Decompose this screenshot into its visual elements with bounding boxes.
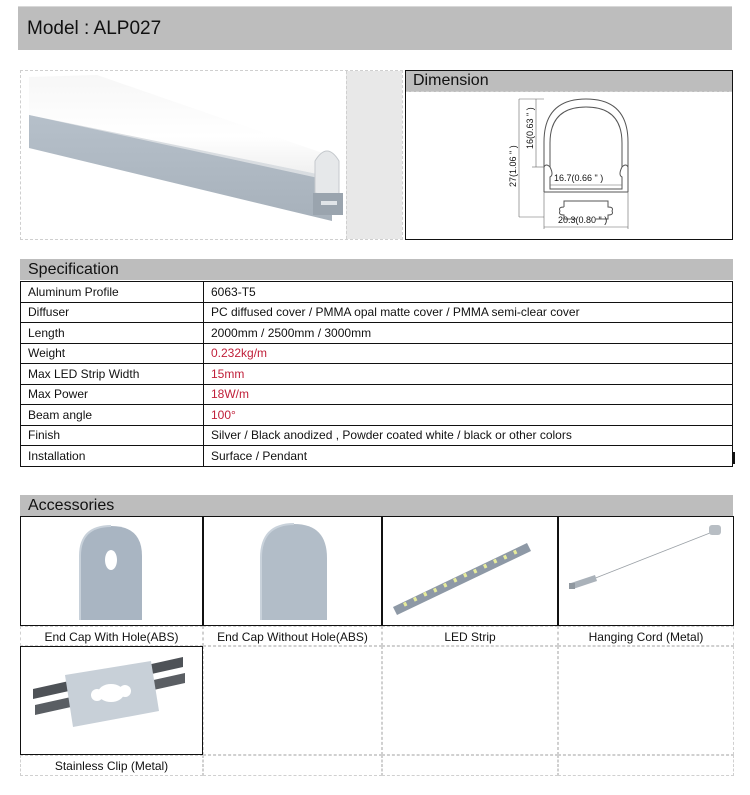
spec-value: 100°: [204, 405, 733, 426]
accessories-title: Accessories: [28, 497, 115, 514]
spec-value: 2000mm / 2500mm / 3000mm: [204, 323, 733, 344]
accessory-image-end-cap-without-hole: [203, 516, 382, 626]
table-row: [21, 384, 733, 405]
empty-accessory-cell: [203, 646, 382, 755]
empty-label-cell: [558, 755, 734, 776]
dimension-panel: [405, 70, 733, 240]
accessory-label: End Cap Without Hole(ABS): [203, 626, 382, 646]
dimension-title: Dimension: [413, 72, 489, 89]
accessory-label: Stainless Clip (Metal): [20, 755, 203, 776]
table-row: [21, 323, 733, 344]
spec-value: Surface / Pendant: [204, 446, 733, 467]
specification-header: [20, 259, 733, 280]
profile-cross-section-drawing: [504, 97, 639, 237]
model-header: [18, 6, 732, 50]
spec-label: Max LED Strip Width: [21, 364, 204, 385]
empty-accessory-cell: [382, 646, 558, 755]
accessory-label: End Cap With Hole(ABS): [20, 626, 203, 646]
stainless-clip-icon: [29, 653, 194, 733]
accessories-header: [20, 495, 733, 516]
end-cap-without-hole-icon: [249, 520, 344, 624]
outer-width-label: 20.3(0.80 " ): [558, 215, 608, 225]
dimension-header: [406, 71, 732, 92]
led-strip-icon: [391, 537, 541, 617]
spec-value: 18W/m: [204, 384, 733, 405]
spec-value: 6063-T5: [204, 282, 733, 303]
specification-table: [20, 281, 733, 467]
empty-label-cell: [203, 755, 382, 776]
spec-label: Weight: [21, 343, 204, 364]
table-row: [21, 302, 733, 323]
total-height-label: 27(1.06 " ): [508, 145, 518, 187]
spec-label: Beam angle: [21, 405, 204, 426]
model-title: Model : ALP027: [27, 18, 162, 39]
accessory-label: LED Strip: [382, 626, 558, 646]
hanging-cord-icon: [565, 523, 730, 593]
empty-accessory-cell: [558, 646, 734, 755]
spec-label: Length: [21, 323, 204, 344]
table-row: [21, 425, 733, 446]
cover-height-label: 16(0.63 " ): [525, 107, 535, 149]
image-side-strip: [346, 71, 402, 239]
specification-title: Specification: [28, 261, 119, 278]
end-cap-with-hole-icon: [66, 520, 161, 624]
product-image-panel: [20, 70, 403, 240]
spec-label: Finish: [21, 425, 204, 446]
inner-width-label: 16.7(0.66 " ): [554, 173, 604, 183]
table-edge-mark: [732, 452, 735, 464]
table-row: [21, 343, 733, 364]
table-row: [21, 364, 733, 385]
table-row: [21, 282, 733, 303]
accessory-label: Hanging Cord (Metal): [558, 626, 734, 646]
spec-label: Diffuser: [21, 302, 204, 323]
table-row: [21, 405, 733, 426]
accessory-image-end-cap-with-hole: [20, 516, 203, 626]
spec-label: Aluminum Profile: [21, 282, 204, 303]
accessory-image-stainless-clip: [20, 646, 203, 755]
spec-value: Silver / Black anodized , Powder coated white / black or other colors: [204, 425, 733, 446]
accessory-image-hanging-cord: [558, 516, 734, 626]
accessory-image-led-strip: [382, 516, 558, 626]
spec-label: Max Power: [21, 384, 204, 405]
aluminum-profile-image: [27, 73, 347, 233]
spec-value: 15mm: [204, 364, 733, 385]
table-row: [21, 446, 733, 467]
spec-label: Installation: [21, 446, 204, 467]
spec-value: PC diffused cover / PMMA opal matte cover / PMMA semi-clear cover: [204, 302, 733, 323]
spec-value: 0.232kg/m: [204, 343, 733, 364]
empty-label-cell: [382, 755, 558, 776]
